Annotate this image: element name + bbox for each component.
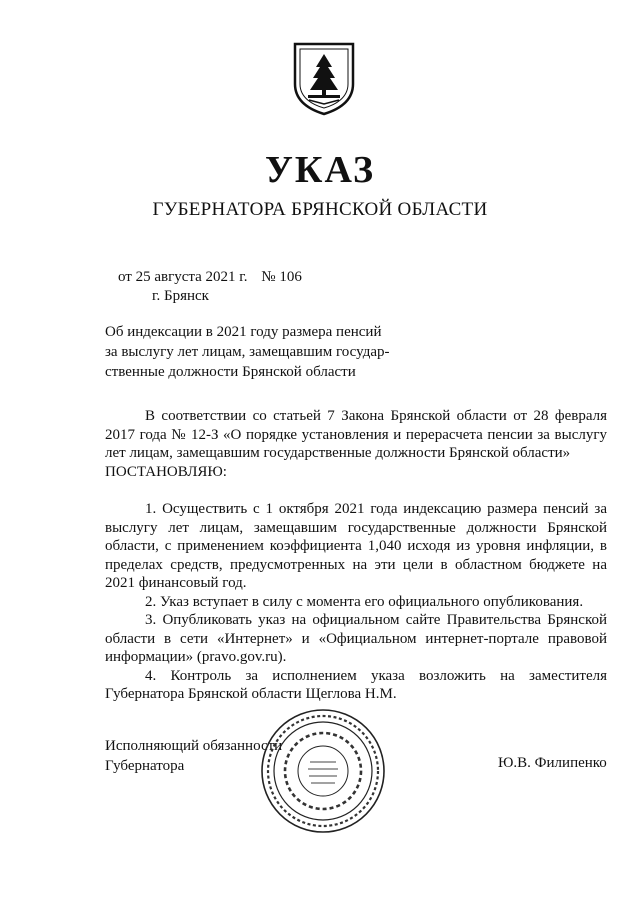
document-date-number bbox=[118, 267, 302, 287]
subject-line: ственные должности Брянской области bbox=[105, 364, 356, 380]
preamble-paragraph: В соответствии со статьей 7 Закона Брянской области от 28 февраля 2017 года № 12-З «О порядке установления и перерасчета пенсии за выслугу лет лицам, замещавшим государственные должности Брянской области» bbox=[105, 408, 607, 461]
decree-item: 3. Опубликовать указ на официальном сайте Правительства Брянской области в сети «Интернет» и «Официальном интернет-портале правовой информации» (pravo.gov.ru). bbox=[105, 612, 607, 665]
signatory-position bbox=[105, 736, 282, 776]
coat-of-arms-icon bbox=[291, 40, 357, 116]
decree-item: 4. Контроль за исполнением указа возложить на заместителя Губернатора Брянской области Щеглова Н.М. bbox=[105, 667, 607, 702]
subject-line: за выслугу лет лицам, замещавшим государ- bbox=[105, 344, 390, 360]
document-issuer: ГУБЕРНАТОРА БРЯНСКОЙ ОБЛАСТИ bbox=[152, 199, 488, 220]
signatory-name: Ю.В. Филипенко bbox=[498, 755, 607, 771]
subject-line: Об индексации в 2021 году размера пенсий bbox=[105, 324, 382, 340]
signatory-position-line: Исполняющий обязанности bbox=[105, 738, 283, 754]
document-subject bbox=[105, 322, 425, 382]
signatory-position-line: Губернатора bbox=[105, 758, 185, 774]
document-city: г. Брянск bbox=[152, 288, 209, 304]
decree-word: ПОСТАНОВЛЯЮ: bbox=[105, 463, 227, 480]
decree-item: 1. Осуществить с 1 октября 2021 года индексацию размера пенсий за выслугу лет лицам, замещавшим государственные должности Брянской области, с применением коэффициента 1,040 исходя из уровня инфляции, в пределах средств, предусмотренных на эти цели в областном бюджете на 2021 финансовый год. bbox=[105, 501, 607, 591]
decree-item: 2. Указ вступает в силу с момента его официального опубликования. bbox=[145, 593, 584, 610]
document-number: № 106 bbox=[261, 269, 302, 285]
round-stamp-icon bbox=[258, 706, 388, 836]
document-title: УКАЗ bbox=[265, 149, 375, 191]
document-body bbox=[105, 407, 607, 704]
document-date: от 25 августа 2021 г. bbox=[118, 269, 248, 285]
